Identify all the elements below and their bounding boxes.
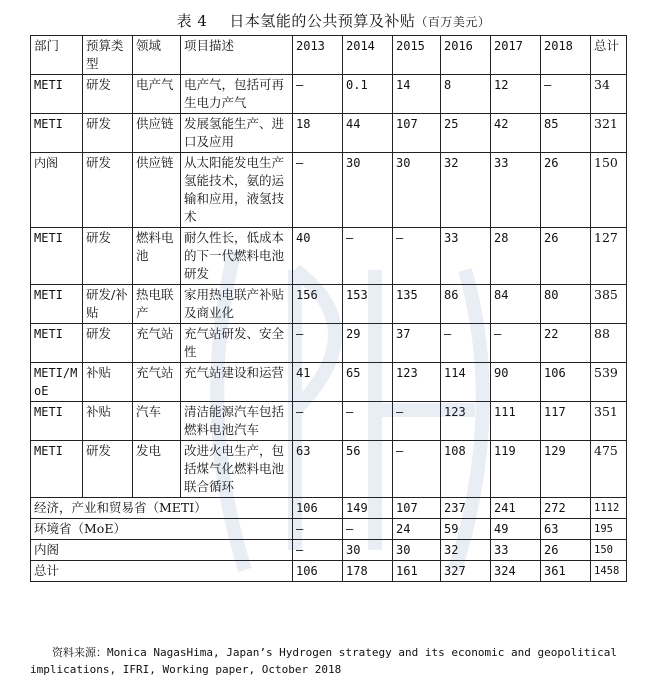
summary-value-cell: 149 xyxy=(343,498,393,519)
text-cell: METI xyxy=(31,402,83,441)
summary-value-cell: 49 xyxy=(491,519,541,540)
table-title: 日本氢能的公共预算及补贴 xyxy=(229,12,416,30)
text-cell: 汽车 xyxy=(133,402,181,441)
header-cell: 2013 xyxy=(293,36,343,75)
value-cell: 156 xyxy=(293,285,343,324)
value-cell: 56 xyxy=(343,441,393,498)
value-cell: 150 xyxy=(591,153,627,228)
header-cell: 2016 xyxy=(441,36,491,75)
text-cell: 发电 xyxy=(133,441,181,498)
text-cell: 热电联产 xyxy=(133,285,181,324)
text-cell: 研发/补贴 xyxy=(83,285,133,324)
value-cell: 30 xyxy=(343,153,393,228)
summary-value-cell: — xyxy=(343,519,393,540)
header-cell: 2017 xyxy=(491,36,541,75)
text-cell: 研发 xyxy=(83,228,133,285)
value-cell: 123 xyxy=(441,402,491,441)
text-cell: 研发 xyxy=(83,324,133,363)
value-cell: 351 xyxy=(591,402,627,441)
summary-value-cell: 1112 xyxy=(591,498,627,519)
summary-value-cell: 106 xyxy=(293,561,343,582)
value-cell: — xyxy=(441,324,491,363)
text-cell: 供应链 xyxy=(133,114,181,153)
value-cell: — xyxy=(393,402,441,441)
text-cell: METI xyxy=(31,441,83,498)
value-cell: — xyxy=(343,402,393,441)
text-cell: 从太阳能发电生产氢能技术，氨的运输和应用，液氢技术 xyxy=(181,153,293,228)
summary-value-cell: 195 xyxy=(591,519,627,540)
text-cell: METI xyxy=(31,285,83,324)
summary-value-cell: 150 xyxy=(591,540,627,561)
header-cell: 总计 xyxy=(591,36,627,75)
header-cell: 项目描述 xyxy=(181,36,293,75)
value-cell: 26 xyxy=(541,153,591,228)
value-cell: 63 xyxy=(293,441,343,498)
value-cell: 111 xyxy=(491,402,541,441)
table-number: 表 4 xyxy=(176,12,208,30)
summary-row xyxy=(31,498,627,519)
text-cell: METI xyxy=(31,324,83,363)
value-cell: 321 xyxy=(591,114,627,153)
text-cell: METI/MoE xyxy=(31,363,83,402)
value-cell: — xyxy=(393,441,441,498)
summary-value-cell: 272 xyxy=(541,498,591,519)
table-unit: （百万美元） xyxy=(415,15,491,29)
value-cell: 153 xyxy=(343,285,393,324)
table-row xyxy=(31,363,627,402)
header-cell: 2018 xyxy=(541,36,591,75)
value-cell: 65 xyxy=(343,363,393,402)
value-cell: 14 xyxy=(393,75,441,114)
value-cell: 34 xyxy=(591,75,627,114)
source-note xyxy=(30,644,630,678)
summary-value-cell: — xyxy=(293,540,343,561)
text-cell: METI xyxy=(31,75,83,114)
value-cell: 385 xyxy=(591,285,627,324)
text-cell: 充气站建设和运营 xyxy=(181,363,293,402)
text-cell: 补贴 xyxy=(83,402,133,441)
value-cell: 29 xyxy=(343,324,393,363)
text-cell: 家用热电联产补贴及商业化 xyxy=(181,285,293,324)
value-cell: — xyxy=(491,324,541,363)
header-cell: 2015 xyxy=(393,36,441,75)
summary-label-cell: 内阁 xyxy=(31,540,293,561)
text-cell: 改进火电生产，包括煤气化燃料电池联合循环 xyxy=(181,441,293,498)
value-cell: 127 xyxy=(591,228,627,285)
summary-value-cell: 32 xyxy=(441,540,491,561)
header-cell: 2014 xyxy=(343,36,393,75)
value-cell: 88 xyxy=(591,324,627,363)
summary-value-cell: 26 xyxy=(541,540,591,561)
value-cell: 475 xyxy=(591,441,627,498)
value-cell: 108 xyxy=(441,441,491,498)
value-cell: 539 xyxy=(591,363,627,402)
value-cell: — xyxy=(293,402,343,441)
header-cell: 预算类型 xyxy=(83,36,133,75)
value-cell: 18 xyxy=(293,114,343,153)
summary-value-cell: 106 xyxy=(293,498,343,519)
value-cell: — xyxy=(393,228,441,285)
value-cell: 40 xyxy=(293,228,343,285)
value-cell: 28 xyxy=(491,228,541,285)
value-cell: — xyxy=(343,228,393,285)
summary-value-cell: 63 xyxy=(541,519,591,540)
value-cell: 8 xyxy=(441,75,491,114)
table-caption xyxy=(0,10,667,31)
value-cell: 119 xyxy=(491,441,541,498)
text-cell: 研发 xyxy=(83,114,133,153)
text-cell: 研发 xyxy=(83,75,133,114)
value-cell: 84 xyxy=(491,285,541,324)
text-cell: 充气站 xyxy=(133,363,181,402)
value-cell: 80 xyxy=(541,285,591,324)
summary-value-cell: 324 xyxy=(491,561,541,582)
summary-value-cell: 59 xyxy=(441,519,491,540)
table-row xyxy=(31,75,627,114)
table-row xyxy=(31,114,627,153)
text-cell: METI xyxy=(31,114,83,153)
budget-table xyxy=(30,35,627,582)
summary-value-cell: 178 xyxy=(343,561,393,582)
summary-value-cell: 1458 xyxy=(591,561,627,582)
value-cell: 129 xyxy=(541,441,591,498)
text-cell: 补贴 xyxy=(83,363,133,402)
summary-value-cell: 241 xyxy=(491,498,541,519)
value-cell: 44 xyxy=(343,114,393,153)
text-cell: 耐久性长，低成本的下一代燃料电池研发 xyxy=(181,228,293,285)
text-cell: METI xyxy=(31,228,83,285)
value-cell: 41 xyxy=(293,363,343,402)
header-row xyxy=(31,36,627,75)
table-row xyxy=(31,228,627,285)
summary-row xyxy=(31,519,627,540)
value-cell: 135 xyxy=(393,285,441,324)
summary-label-cell: 经济，产业和贸易省（METI） xyxy=(31,498,293,519)
value-cell: 42 xyxy=(491,114,541,153)
value-cell: 33 xyxy=(491,153,541,228)
value-cell: 0.1 xyxy=(343,75,393,114)
text-cell: 燃料电池 xyxy=(133,228,181,285)
value-cell: 123 xyxy=(393,363,441,402)
summary-value-cell: 237 xyxy=(441,498,491,519)
table-row xyxy=(31,285,627,324)
value-cell: 107 xyxy=(393,114,441,153)
value-cell: 90 xyxy=(491,363,541,402)
text-cell: 充气站 xyxy=(133,324,181,363)
source-line-2: implications, IFRI, Working paper, October 2018 xyxy=(30,663,342,676)
value-cell: 85 xyxy=(541,114,591,153)
text-cell: 电产气，包括可再生电力产气 xyxy=(181,75,293,114)
text-cell: 清洁能源汽车包括燃料电池汽车 xyxy=(181,402,293,441)
summary-value-cell: 327 xyxy=(441,561,491,582)
summary-row xyxy=(31,561,627,582)
value-cell: 106 xyxy=(541,363,591,402)
value-cell: 37 xyxy=(393,324,441,363)
value-cell: 30 xyxy=(393,153,441,228)
summary-row xyxy=(31,540,627,561)
summary-value-cell: 33 xyxy=(491,540,541,561)
value-cell: — xyxy=(293,75,343,114)
text-cell: 研发 xyxy=(83,441,133,498)
text-cell: 充气站研发、安全性 xyxy=(181,324,293,363)
value-cell: — xyxy=(541,75,591,114)
table-row xyxy=(31,441,627,498)
summary-value-cell: 361 xyxy=(541,561,591,582)
summary-value-cell: 24 xyxy=(393,519,441,540)
text-cell: 发展氢能生产、进口及应用 xyxy=(181,114,293,153)
summary-label-cell: 环境省（MoE） xyxy=(31,519,293,540)
value-cell: 26 xyxy=(541,228,591,285)
text-cell: 研发 xyxy=(83,153,133,228)
summary-value-cell: 30 xyxy=(343,540,393,561)
table-row xyxy=(31,324,627,363)
table-row xyxy=(31,153,627,228)
value-cell: 12 xyxy=(491,75,541,114)
source-line-1: 资料来源：Monica NagasHima, Japan’s Hydrogen strategy and its economic and geopolitical xyxy=(52,646,617,659)
value-cell: 86 xyxy=(441,285,491,324)
text-cell: 内阁 xyxy=(31,153,83,228)
table-row xyxy=(31,402,627,441)
value-cell: 33 xyxy=(441,228,491,285)
header-cell: 部门 xyxy=(31,36,83,75)
value-cell: 22 xyxy=(541,324,591,363)
header-cell: 领域 xyxy=(133,36,181,75)
value-cell: 32 xyxy=(441,153,491,228)
value-cell: 117 xyxy=(541,402,591,441)
text-cell: 电产气 xyxy=(133,75,181,114)
summary-value-cell: 30 xyxy=(393,540,441,561)
summary-value-cell: 107 xyxy=(393,498,441,519)
summary-label-cell: 总计 xyxy=(31,561,293,582)
text-cell: 供应链 xyxy=(133,153,181,228)
summary-value-cell: — xyxy=(293,519,343,540)
value-cell: 25 xyxy=(441,114,491,153)
value-cell: 114 xyxy=(441,363,491,402)
value-cell: — xyxy=(293,153,343,228)
value-cell: — xyxy=(293,324,343,363)
summary-value-cell: 161 xyxy=(393,561,441,582)
